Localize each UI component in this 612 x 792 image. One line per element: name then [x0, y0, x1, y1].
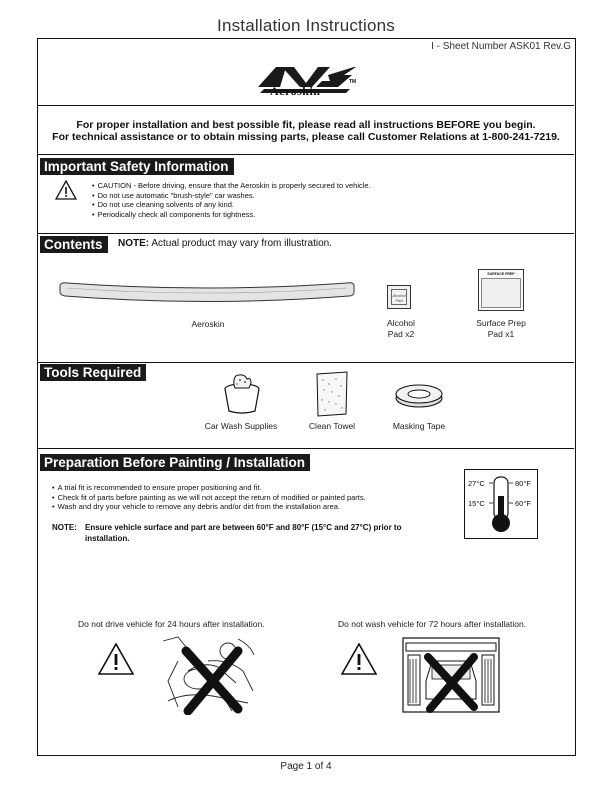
- note-text: Actual product may vary from illustration.: [151, 238, 332, 249]
- surface-prep-pad-text: SURFACE PREP: [487, 272, 515, 276]
- list-item: • Wash and dry your vehicle to remove any debris and/or dirt from the installation area.: [52, 502, 366, 512]
- contents-note: [118, 238, 332, 249]
- aeroskin-label: Aeroskin: [191, 319, 225, 329]
- list-item: • CAUTION - Before driving, ensure that the Aeroskin is properly secured to vehicle.: [92, 181, 371, 191]
- thermometer-panel: [464, 469, 538, 539]
- no-driving-icon: [158, 631, 264, 715]
- avs-logo-icon: [254, 53, 360, 113]
- page-number: Page 1 of 4: [280, 761, 332, 772]
- masking-tape-icon: [394, 383, 444, 409]
- intro-line-2: For technical assistance or to obtain missing parts, please call Customer Relations at 1-800-241-7219.: [52, 131, 560, 143]
- intro-line-1: For proper installation and best possible fit, please read all instructions BEFORE you begin.: [76, 119, 536, 131]
- alcohol-label-line: Pad x2: [387, 329, 415, 339]
- preparation-heading: Preparation Before Painting / Installation: [40, 454, 310, 471]
- note-text: Ensure vehicle surface and part are between 60°F and 80°F (15°C and 27°C) prior to: [85, 523, 402, 532]
- list-item: • Periodically check all components for tightness.: [92, 210, 371, 220]
- alcohol-pad-text: Pad: [395, 298, 403, 303]
- note-text: installation.: [85, 533, 130, 543]
- tool-label: Clean Towel: [308, 421, 356, 431]
- sheet-number: I - Sheet Number ASK01 Rev.G: [431, 41, 571, 52]
- divider: [38, 448, 574, 449]
- warning-icon: [55, 180, 77, 200]
- warning-icon: [98, 643, 134, 675]
- note-label: NOTE:: [52, 523, 77, 532]
- alcohol-pad-label: [371, 318, 431, 340]
- list-item: • A trial fit is recommended to ensure proper positioning and fit.: [52, 483, 366, 493]
- prep-label-line: Surface Prep: [476, 318, 526, 328]
- surface-prep-label: [466, 318, 536, 340]
- temp-f-low: 60°F: [515, 499, 531, 508]
- tool-label: Masking Tape: [392, 421, 446, 431]
- temp-c-high: 27°C: [468, 479, 485, 488]
- wash-warning-text: Do not wash vehicle for 72 hours after installation.: [338, 619, 527, 629]
- warning-icon: [341, 643, 377, 675]
- list-item: • Do not use automatic "brush-style" car washes.: [92, 191, 371, 201]
- instruction-sheet: [37, 38, 576, 756]
- document-title: Installation Instructions: [217, 16, 395, 35]
- preparation-list: [52, 483, 366, 512]
- divider: [38, 362, 574, 363]
- aeroskin-shield-icon: [57, 279, 357, 309]
- alcohol-pad-icon: [387, 285, 411, 309]
- temp-f-high: 80°F: [515, 479, 531, 488]
- divider: [38, 233, 574, 234]
- drive-warning-text: Do not drive vehicle for 24 hours after installation.: [78, 619, 265, 629]
- safety-heading: Important Safety Information: [40, 158, 234, 175]
- note-label: NOTE:: [118, 238, 150, 249]
- list-item: • Check fit of parts before painting as we will not accept the return of modified or painted parts.: [52, 493, 366, 503]
- temp-c-low: 15°C: [468, 499, 485, 508]
- divider: [38, 105, 574, 106]
- divider: [38, 154, 574, 155]
- tool-label: Car Wash Supplies: [204, 421, 278, 431]
- contents-heading: Contents: [40, 236, 108, 253]
- tools-heading: Tools Required: [40, 364, 146, 381]
- alcohol-label-line: Alcohol: [387, 318, 415, 328]
- car-wash-bucket-icon: [221, 371, 263, 415]
- safety-list: [92, 181, 371, 219]
- list-item: • Do not use cleaning solvents of any kind.: [92, 200, 371, 210]
- trademark: TM: [349, 79, 357, 85]
- alcohol-pad-text: Alcohol: [392, 293, 406, 298]
- preparation-note: [52, 523, 401, 544]
- no-car-wash-icon: [402, 637, 500, 713]
- prep-label-line: Pad x1: [487, 329, 515, 339]
- brand-name: Aeroskin: [270, 84, 321, 98]
- towel-icon: [314, 370, 350, 418]
- surface-prep-pad-icon: [478, 269, 524, 311]
- thermometer-icon: [489, 476, 513, 534]
